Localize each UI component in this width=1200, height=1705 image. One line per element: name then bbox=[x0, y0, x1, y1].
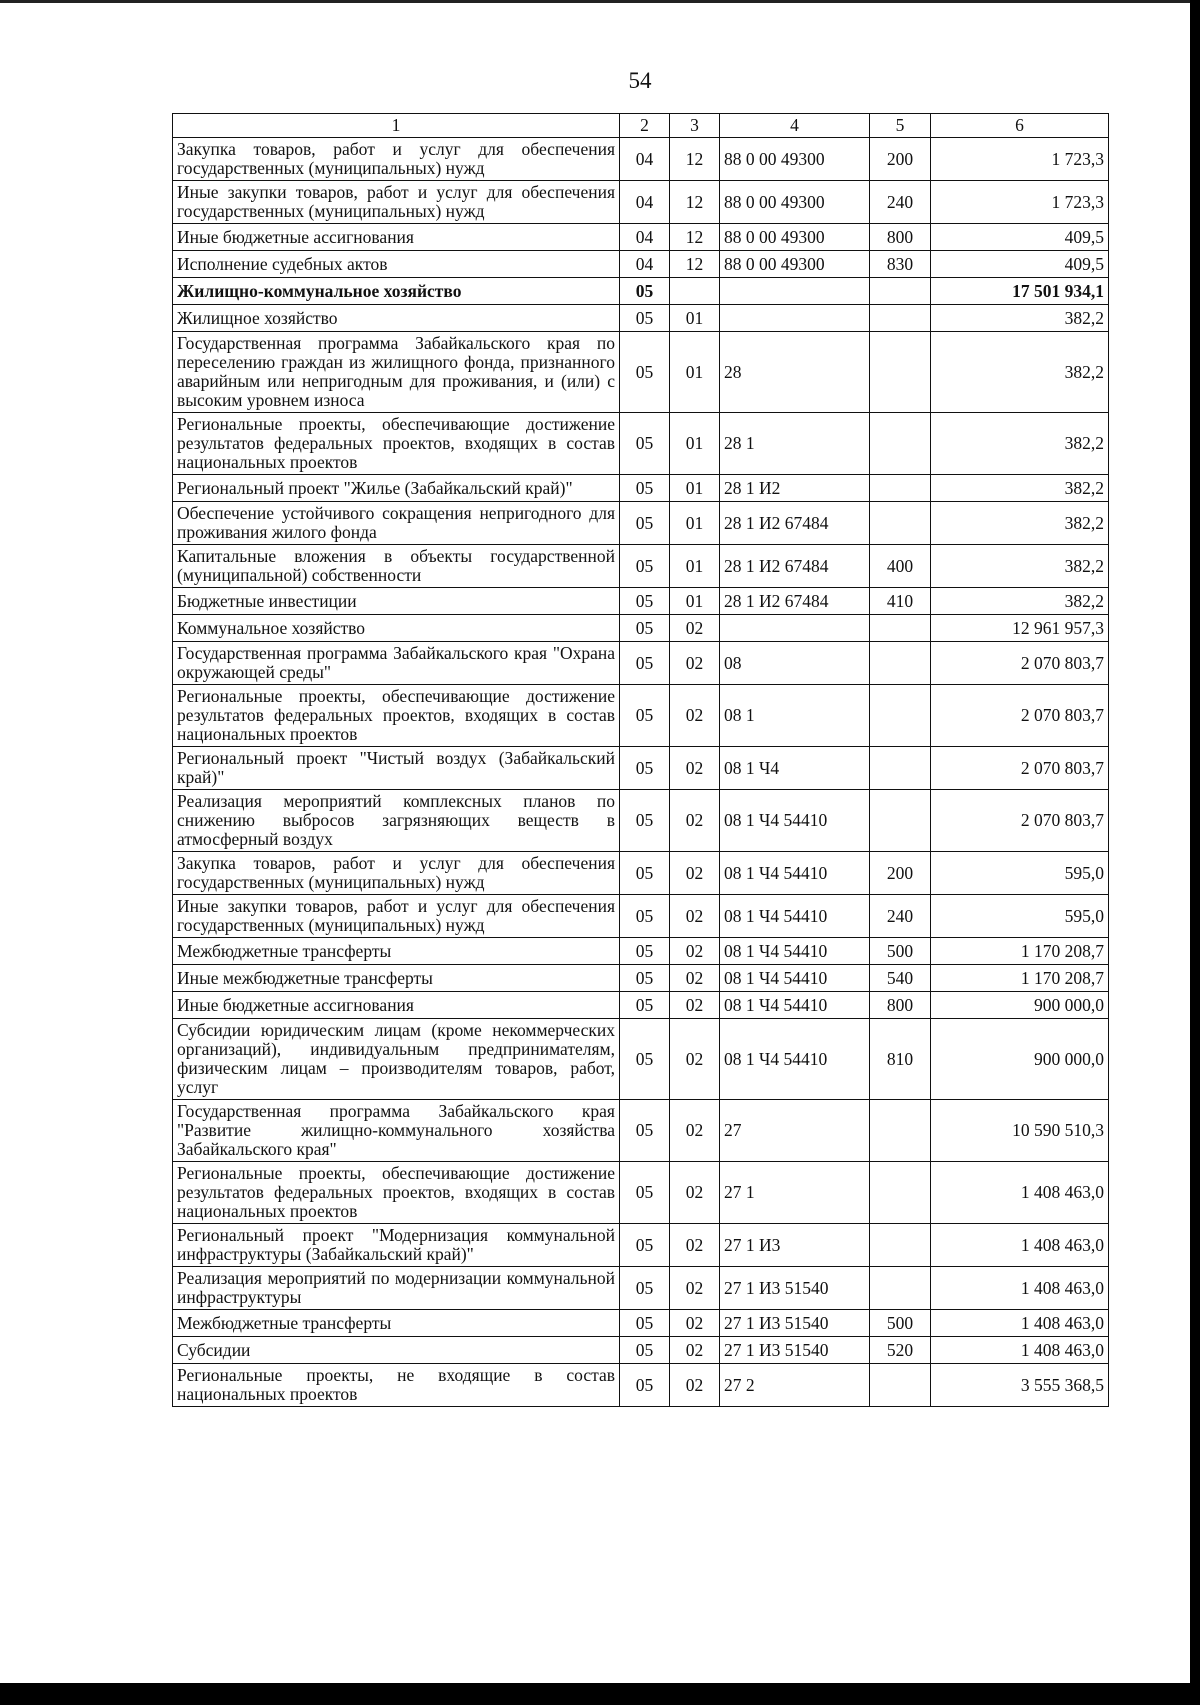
row-name: Иные бюджетные ассигнования bbox=[173, 992, 620, 1019]
table-row bbox=[173, 685, 1109, 747]
row-section: 05 bbox=[620, 502, 670, 545]
row-target-code: 08 1 Ч4 54410 bbox=[720, 965, 870, 992]
table-row bbox=[173, 1310, 1109, 1337]
row-section: 04 bbox=[620, 224, 670, 251]
row-amount: 382,2 bbox=[931, 545, 1109, 588]
row-name: Региональные проекты, обеспечивающие достижение результатов федеральных проектов, входящих в состав национальных проектов bbox=[173, 685, 620, 747]
table-row bbox=[173, 332, 1109, 413]
row-section: 05 bbox=[620, 790, 670, 852]
row-name: Субсидии юридическим лицам (кроме некоммерческих организаций), индивидуальным предпринимателям, физическим лицам – производителям товаров, работ, услуг bbox=[173, 1019, 620, 1100]
table-row bbox=[173, 642, 1109, 685]
row-subsection: 01 bbox=[670, 545, 720, 588]
table-row bbox=[173, 615, 1109, 642]
row-target-code: 08 1 Ч4 54410 bbox=[720, 1019, 870, 1100]
row-target-code bbox=[720, 615, 870, 642]
row-amount: 382,2 bbox=[931, 305, 1109, 332]
row-name: Иные межбюджетные трансферты bbox=[173, 965, 620, 992]
row-subsection: 02 bbox=[670, 685, 720, 747]
row-target-code: 08 1 Ч4 bbox=[720, 747, 870, 790]
row-name: Закупка товаров, работ и услуг для обеспечения государственных (муниципальных) нужд bbox=[173, 138, 620, 181]
header-col-4: 4 bbox=[720, 114, 870, 138]
row-expense-type bbox=[870, 642, 931, 685]
row-expense-type bbox=[870, 1162, 931, 1224]
table-row bbox=[173, 1162, 1109, 1224]
row-expense-type bbox=[870, 1364, 931, 1407]
row-target-code: 08 1 Ч4 54410 bbox=[720, 895, 870, 938]
header-col-6: 6 bbox=[931, 114, 1109, 138]
row-name: Государственная программа Забайкальского края "Охрана окружающей среды" bbox=[173, 642, 620, 685]
row-subsection: 02 bbox=[670, 852, 720, 895]
row-amount: 1 170 208,7 bbox=[931, 965, 1109, 992]
row-amount: 1 408 463,0 bbox=[931, 1224, 1109, 1267]
row-expense-type bbox=[870, 1267, 931, 1310]
table-row bbox=[173, 1267, 1109, 1310]
row-expense-type bbox=[870, 1224, 931, 1267]
page-number: 54 bbox=[628, 68, 652, 93]
row-expense-type bbox=[870, 747, 931, 790]
row-section: 05 bbox=[620, 1267, 670, 1310]
row-section: 05 bbox=[620, 588, 670, 615]
row-expense-type: 240 bbox=[870, 181, 931, 224]
table-body bbox=[173, 138, 1109, 1407]
row-subsection: 02 bbox=[670, 747, 720, 790]
row-name: Закупка товаров, работ и услуг для обеспечения государственных (муниципальных) нужд bbox=[173, 852, 620, 895]
row-section: 05 bbox=[620, 1019, 670, 1100]
row-section: 05 bbox=[620, 278, 670, 305]
row-name: Межбюджетные трансферты bbox=[173, 938, 620, 965]
row-name: Межбюджетные трансферты bbox=[173, 1310, 620, 1337]
row-name: Иные бюджетные ассигнования bbox=[173, 224, 620, 251]
row-name: Обеспечение устойчивого сокращения непригодного для проживания жилого фонда bbox=[173, 502, 620, 545]
row-section: 05 bbox=[620, 1310, 670, 1337]
row-name: Региональный проект "Жилье (Забайкальский край)" bbox=[173, 475, 620, 502]
row-expense-type: 800 bbox=[870, 224, 931, 251]
row-amount: 382,2 bbox=[931, 502, 1109, 545]
row-target-code bbox=[720, 305, 870, 332]
row-name: Жилищное хозяйство bbox=[173, 305, 620, 332]
row-target-code: 08 bbox=[720, 642, 870, 685]
row-amount: 382,2 bbox=[931, 475, 1109, 502]
row-section: 05 bbox=[620, 1364, 670, 1407]
row-expense-type: 240 bbox=[870, 895, 931, 938]
row-name: Государственная программа Забайкальского края по переселению граждан из жилищного фонда, признанного аварийным или непригодным для проживания, и (или) с высоким уровнем износа bbox=[173, 332, 620, 413]
row-amount: 3 555 368,5 bbox=[931, 1364, 1109, 1407]
row-section: 04 bbox=[620, 181, 670, 224]
row-name: Реализация мероприятий по модернизации коммунальной инфраструктуры bbox=[173, 1267, 620, 1310]
row-target-code: 28 bbox=[720, 332, 870, 413]
row-subsection: 02 bbox=[670, 992, 720, 1019]
table-row bbox=[173, 502, 1109, 545]
scan-edge-bottom bbox=[0, 1683, 1200, 1705]
row-subsection: 02 bbox=[670, 615, 720, 642]
row-subsection: 02 bbox=[670, 1267, 720, 1310]
row-name: Капитальные вложения в объекты государственной (муниципальной) собственности bbox=[173, 545, 620, 588]
row-section: 05 bbox=[620, 305, 670, 332]
table-row bbox=[173, 251, 1109, 278]
row-section: 05 bbox=[620, 642, 670, 685]
row-target-code: 88 0 00 49300 bbox=[720, 224, 870, 251]
row-expense-type: 500 bbox=[870, 1310, 931, 1337]
row-subsection: 01 bbox=[670, 475, 720, 502]
table-row bbox=[173, 1337, 1109, 1364]
row-name: Исполнение судебных актов bbox=[173, 251, 620, 278]
row-expense-type bbox=[870, 278, 931, 305]
row-section: 05 bbox=[620, 1162, 670, 1224]
row-amount: 2 070 803,7 bbox=[931, 747, 1109, 790]
row-target-code: 28 1 И2 67484 bbox=[720, 545, 870, 588]
row-expense-type bbox=[870, 475, 931, 502]
row-target-code: 88 0 00 49300 bbox=[720, 251, 870, 278]
table-row bbox=[173, 305, 1109, 332]
row-section: 05 bbox=[620, 615, 670, 642]
row-subsection bbox=[670, 278, 720, 305]
row-name: Жилищно-коммунальное хозяйство bbox=[173, 278, 620, 305]
header-row bbox=[173, 114, 1109, 138]
row-amount: 382,2 bbox=[931, 332, 1109, 413]
row-target-code: 08 1 Ч4 54410 bbox=[720, 852, 870, 895]
row-amount: 595,0 bbox=[931, 852, 1109, 895]
row-target-code: 28 1 И2 67484 bbox=[720, 502, 870, 545]
row-expense-type bbox=[870, 332, 931, 413]
row-amount: 382,2 bbox=[931, 413, 1109, 475]
row-subsection: 01 bbox=[670, 413, 720, 475]
row-name: Государственная программа Забайкальского края "Развитие жилищно-коммунального хозяйства Забайкальского края" bbox=[173, 1100, 620, 1162]
row-target-code: 88 0 00 49300 bbox=[720, 181, 870, 224]
row-amount: 900 000,0 bbox=[931, 992, 1109, 1019]
row-section: 05 bbox=[620, 852, 670, 895]
row-subsection: 02 bbox=[670, 790, 720, 852]
row-section: 05 bbox=[620, 965, 670, 992]
table-row bbox=[173, 1019, 1109, 1100]
row-name: Иные закупки товаров, работ и услуг для обеспечения государственных (муниципальных) нужд bbox=[173, 895, 620, 938]
row-subsection: 02 bbox=[670, 938, 720, 965]
row-target-code: 88 0 00 49300 bbox=[720, 138, 870, 181]
table-row bbox=[173, 413, 1109, 475]
row-amount: 1 170 208,7 bbox=[931, 938, 1109, 965]
row-target-code: 08 1 Ч4 54410 bbox=[720, 992, 870, 1019]
row-amount: 12 961 957,3 bbox=[931, 615, 1109, 642]
row-amount: 1 723,3 bbox=[931, 138, 1109, 181]
row-expense-type: 540 bbox=[870, 965, 931, 992]
row-amount: 17 501 934,1 bbox=[931, 278, 1109, 305]
row-amount: 2 070 803,7 bbox=[931, 790, 1109, 852]
row-amount: 2 070 803,7 bbox=[931, 642, 1109, 685]
row-amount: 10 590 510,3 bbox=[931, 1100, 1109, 1162]
table-row bbox=[173, 938, 1109, 965]
row-subsection: 12 bbox=[670, 138, 720, 181]
row-expense-type bbox=[870, 1100, 931, 1162]
row-name: Региональный проект "Модернизация коммунальной инфраструктуры (Забайкальский край)" bbox=[173, 1224, 620, 1267]
row-expense-type: 810 bbox=[870, 1019, 931, 1100]
row-expense-type: 830 bbox=[870, 251, 931, 278]
row-name: Субсидии bbox=[173, 1337, 620, 1364]
row-amount: 382,2 bbox=[931, 588, 1109, 615]
row-subsection: 02 bbox=[670, 1162, 720, 1224]
row-section: 05 bbox=[620, 685, 670, 747]
row-target-code: 08 1 Ч4 54410 bbox=[720, 790, 870, 852]
row-name: Региональный проект "Чистый воздух (Забайкальский край)" bbox=[173, 747, 620, 790]
row-subsection: 12 bbox=[670, 181, 720, 224]
row-subsection: 02 bbox=[670, 1364, 720, 1407]
row-target-code bbox=[720, 278, 870, 305]
row-section: 05 bbox=[620, 475, 670, 502]
table-row bbox=[173, 545, 1109, 588]
row-target-code: 27 1 И3 51540 bbox=[720, 1267, 870, 1310]
row-section: 05 bbox=[620, 1100, 670, 1162]
table-row bbox=[173, 852, 1109, 895]
row-section: 05 bbox=[620, 992, 670, 1019]
row-amount: 1 408 463,0 bbox=[931, 1310, 1109, 1337]
row-target-code: 28 1 И2 bbox=[720, 475, 870, 502]
row-subsection: 12 bbox=[670, 251, 720, 278]
row-expense-type: 410 bbox=[870, 588, 931, 615]
row-target-code: 28 1 И2 67484 bbox=[720, 588, 870, 615]
row-subsection: 02 bbox=[670, 1310, 720, 1337]
row-subsection: 02 bbox=[670, 1337, 720, 1364]
scan-edge-top bbox=[0, 0, 1200, 3]
row-subsection: 02 bbox=[670, 1100, 720, 1162]
row-amount: 409,5 bbox=[931, 251, 1109, 278]
table-row bbox=[173, 278, 1109, 305]
row-section: 05 bbox=[620, 1224, 670, 1267]
table-row bbox=[173, 138, 1109, 181]
table-row bbox=[173, 1100, 1109, 1162]
row-target-code: 27 1 И3 bbox=[720, 1224, 870, 1267]
row-expense-type bbox=[870, 615, 931, 642]
budget-table bbox=[172, 113, 1109, 1407]
table-row bbox=[173, 790, 1109, 852]
row-subsection: 01 bbox=[670, 305, 720, 332]
row-subsection: 02 bbox=[670, 642, 720, 685]
row-name: Иные закупки товаров, работ и услуг для обеспечения государственных (муниципальных) нужд bbox=[173, 181, 620, 224]
row-subsection: 02 bbox=[670, 1224, 720, 1267]
row-name: Бюджетные инвестиции bbox=[173, 588, 620, 615]
row-section: 04 bbox=[620, 251, 670, 278]
row-amount: 1 723,3 bbox=[931, 181, 1109, 224]
header-col-1: 1 bbox=[173, 114, 620, 138]
row-target-code: 27 bbox=[720, 1100, 870, 1162]
row-subsection: 02 bbox=[670, 965, 720, 992]
row-target-code: 28 1 bbox=[720, 413, 870, 475]
row-name: Коммунальное хозяйство bbox=[173, 615, 620, 642]
row-target-code: 27 1 И3 51540 bbox=[720, 1310, 870, 1337]
row-amount: 409,5 bbox=[931, 224, 1109, 251]
table-row bbox=[173, 965, 1109, 992]
scan-edge-right bbox=[1190, 0, 1200, 1705]
table-row bbox=[173, 992, 1109, 1019]
row-name: Региональные проекты, обеспечивающие достижение результатов федеральных проектов, входящих в состав национальных проектов bbox=[173, 1162, 620, 1224]
row-expense-type bbox=[870, 305, 931, 332]
row-name: Региональные проекты, обеспечивающие достижение результатов федеральных проектов, входящих в состав национальных проектов bbox=[173, 413, 620, 475]
row-expense-type bbox=[870, 413, 931, 475]
row-amount: 1 408 463,0 bbox=[931, 1267, 1109, 1310]
row-amount: 1 408 463,0 bbox=[931, 1162, 1109, 1224]
row-subsection: 01 bbox=[670, 588, 720, 615]
table-row bbox=[173, 1224, 1109, 1267]
row-expense-type: 200 bbox=[870, 852, 931, 895]
table-row bbox=[173, 181, 1109, 224]
row-expense-type: 800 bbox=[870, 992, 931, 1019]
row-section: 05 bbox=[620, 332, 670, 413]
row-expense-type bbox=[870, 790, 931, 852]
row-section: 05 bbox=[620, 545, 670, 588]
row-subsection: 02 bbox=[670, 895, 720, 938]
row-expense-type bbox=[870, 685, 931, 747]
table-row bbox=[173, 475, 1109, 502]
row-target-code: 27 1 bbox=[720, 1162, 870, 1224]
row-name: Региональные проекты, не входящие в состав национальных проектов bbox=[173, 1364, 620, 1407]
row-section: 05 bbox=[620, 747, 670, 790]
row-section: 05 bbox=[620, 1337, 670, 1364]
row-section: 05 bbox=[620, 938, 670, 965]
row-target-code: 08 1 Ч4 54410 bbox=[720, 938, 870, 965]
row-subsection: 12 bbox=[670, 224, 720, 251]
table-row bbox=[173, 224, 1109, 251]
row-section: 05 bbox=[620, 895, 670, 938]
row-amount: 900 000,0 bbox=[931, 1019, 1109, 1100]
row-amount: 1 408 463,0 bbox=[931, 1337, 1109, 1364]
row-subsection: 01 bbox=[670, 502, 720, 545]
row-target-code: 27 1 И3 51540 bbox=[720, 1337, 870, 1364]
row-target-code: 08 1 bbox=[720, 685, 870, 747]
row-expense-type: 520 bbox=[870, 1337, 931, 1364]
row-expense-type bbox=[870, 502, 931, 545]
row-expense-type: 400 bbox=[870, 545, 931, 588]
header-col-5: 5 bbox=[870, 114, 931, 138]
row-expense-type: 200 bbox=[870, 138, 931, 181]
table-row bbox=[173, 747, 1109, 790]
header-col-3: 3 bbox=[670, 114, 720, 138]
row-expense-type: 500 bbox=[870, 938, 931, 965]
row-target-code: 27 2 bbox=[720, 1364, 870, 1407]
row-subsection: 01 bbox=[670, 332, 720, 413]
row-section: 05 bbox=[620, 413, 670, 475]
table-row bbox=[173, 895, 1109, 938]
table-row bbox=[173, 1364, 1109, 1407]
header-col-2: 2 bbox=[620, 114, 670, 138]
row-amount: 2 070 803,7 bbox=[931, 685, 1109, 747]
table-row bbox=[173, 588, 1109, 615]
row-subsection: 02 bbox=[670, 1019, 720, 1100]
row-name: Реализация мероприятий комплексных планов по снижению выбросов загрязняющих веществ в атмосферный воздух bbox=[173, 790, 620, 852]
row-amount: 595,0 bbox=[931, 895, 1109, 938]
row-section: 04 bbox=[620, 138, 670, 181]
